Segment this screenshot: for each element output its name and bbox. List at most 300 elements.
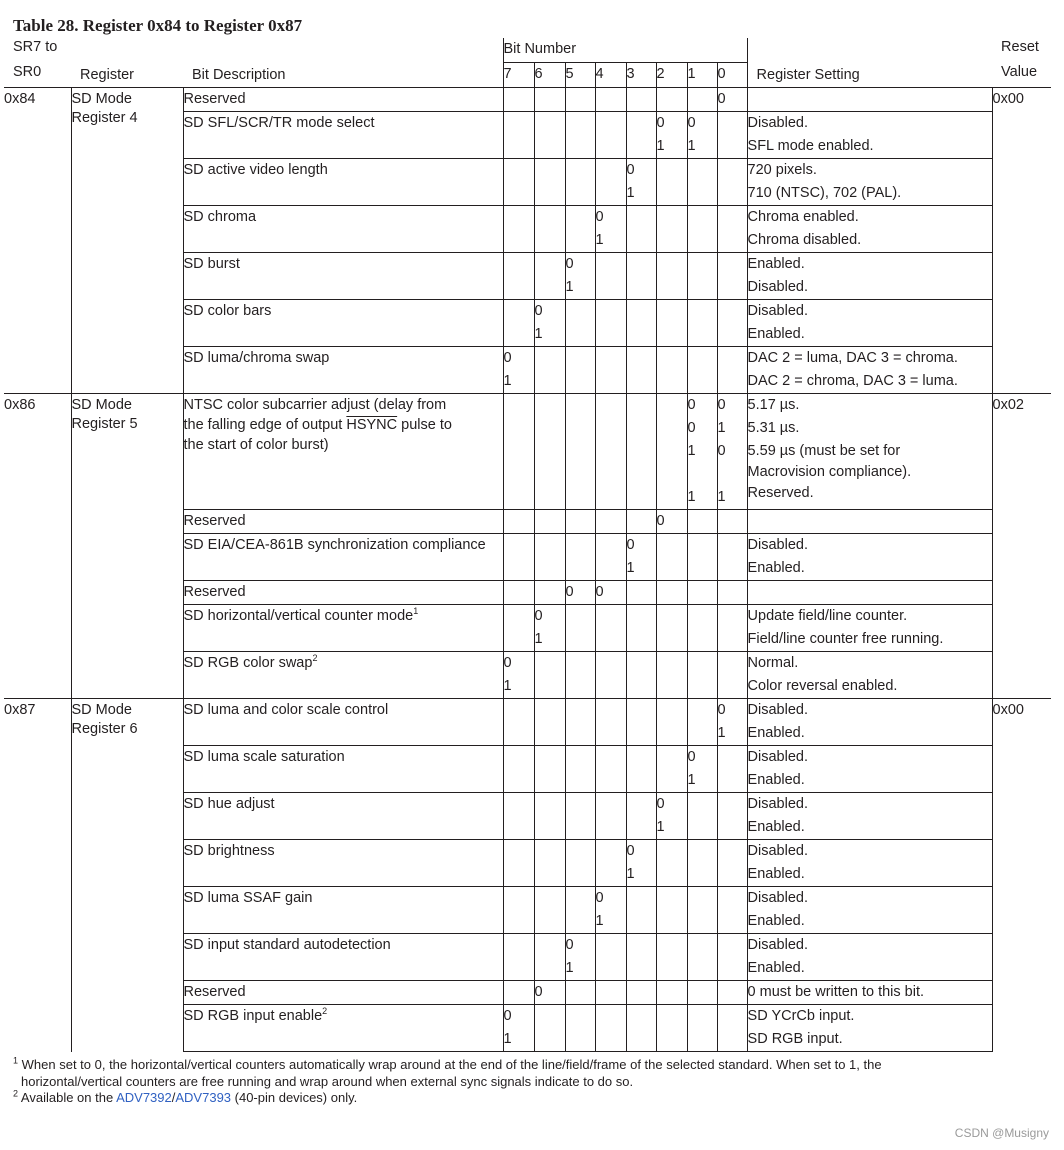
bit-value: 0 [534,608,543,624]
bit-value: 0 [565,584,574,600]
bit-4-cell [595,605,626,652]
bit-5-cell [565,510,595,534]
desc-text [184,793,503,814]
header-bit-1: 1 [687,62,717,87]
bit-4-cell [595,1005,626,1052]
setting-line: Enabled. [747,960,805,976]
bit-0-cell [717,746,747,793]
bit-0-cell [717,534,747,581]
setting-line: Disabled. [747,303,808,319]
bit-value: 1 [565,960,574,976]
reset-value: 0x02 [992,394,1051,699]
bit-2-cell [656,581,687,605]
bit-value: 0 [717,91,726,107]
bit-1-cell [687,793,717,840]
header-bit-4: 4 [595,62,626,87]
desc-text [184,112,503,133]
bit-6-cell [534,88,565,112]
bit-7-cell [503,652,534,699]
bit-value: 0 [717,397,726,413]
register-setting [747,112,992,159]
bit-6-cell [534,981,565,1005]
bit-3-cell [626,605,656,652]
bit-3-cell [626,88,656,112]
header-bit-description: Bit Description [183,38,503,88]
bit-description [183,300,503,347]
bit-0-cell [717,652,747,699]
header-bit-6: 6 [534,62,565,87]
bit-5-cell [565,253,595,300]
bit-5-cell [565,793,595,840]
bit-0-cell [717,159,747,206]
bit-0-cell [717,581,747,605]
bit-value: 0 [687,115,696,131]
bit-1-cell [687,88,717,112]
bit-0-cell [717,981,747,1005]
bit-description [183,605,503,652]
desc-label: SD RGB input enable [183,1008,323,1024]
bit-7-cell [503,510,534,534]
bit-value: 0 [503,350,512,366]
bit-4-cell [595,699,626,746]
desc-text [184,88,503,109]
desc-label: SD hue adjust [183,796,275,812]
register-setting [747,746,992,793]
bit-value: 0 [687,420,696,436]
header-bit-0: 0 [717,62,747,87]
bit-2-cell [656,206,687,253]
table-row [4,394,1051,510]
bit-value: 0 [626,162,635,178]
register-setting [747,581,992,605]
register-setting [747,300,992,347]
bit-5-cell [565,88,595,112]
bit-6-cell [534,652,565,699]
table-row [4,88,1051,112]
reset-value: 0x00 [992,88,1051,394]
setting-line: Enabled. [747,256,805,272]
bit-1-cell [687,581,717,605]
bit-3-cell [626,159,656,206]
bit-7-cell [503,840,534,887]
bit-value: 1 [534,631,543,647]
bit-spacer [688,463,717,486]
bit-2-cell [656,253,687,300]
bit-description [183,887,503,934]
footnotes [13,1057,1053,1107]
bit-0-cell [717,793,747,840]
register-address: 0x84 [4,88,71,394]
bit-2-cell [656,605,687,652]
bit-5-cell [565,605,595,652]
bit-1-cell [687,510,717,534]
bit-2-cell [656,534,687,581]
bit-4-cell [595,510,626,534]
bit-2-cell [656,934,687,981]
setting-line: Enabled. [747,866,805,882]
setting-line: Disabled. [747,937,808,953]
register-setting [747,1005,992,1052]
bit-1-cell [687,534,717,581]
bit-value: 1 [626,560,635,576]
bit-6-cell [534,887,565,934]
bit-1-cell [687,652,717,699]
bit-value: 1 [687,443,696,459]
bit-7-cell [503,253,534,300]
bit-4-cell [595,981,626,1005]
setting-line: Disabled. [747,796,808,812]
desc-text [184,581,503,602]
bit-0-cell [717,1005,747,1052]
bit-0-cell [717,840,747,887]
bit-1-cell [687,981,717,1005]
desc-label: SD color bars [183,303,272,319]
bit-2-cell [656,887,687,934]
register-setting [747,934,992,981]
register-setting [747,887,992,934]
bit-1-cell [687,347,717,394]
bit-6-cell [534,699,565,746]
bit-value: 1 [626,866,635,882]
bit-value: 1 [717,420,726,436]
setting-line: Color reversal enabled. [747,678,898,694]
bit-1-cell [687,840,717,887]
setting-line: Field/line counter free running. [747,631,944,647]
bit-5-cell [565,887,595,934]
bit-0-cell [717,510,747,534]
bit-4-cell [595,746,626,793]
bit-value: 1 [503,373,512,389]
setting-line: Enabled. [747,725,805,741]
bit-0-cell [717,347,747,394]
bit-6-cell [534,793,565,840]
bit-7-cell [503,300,534,347]
desc-label: Reserved [183,513,246,529]
footnote-ref: 1 [413,606,419,617]
setting-line: Enabled. [747,913,805,929]
desc-text [184,1005,503,1026]
setting-line: Disabled. [747,843,808,859]
bit-3-cell [626,206,656,253]
bit-7-cell [503,581,534,605]
register-address: 0x86 [4,394,71,699]
bit-1-cell [687,605,717,652]
bit-6-cell [534,159,565,206]
bit-description [183,699,503,746]
bit-2-cell [656,510,687,534]
bit-2-cell [656,793,687,840]
register-setting [747,793,992,840]
bit-2-cell [656,394,687,510]
header-bit-number: Bit Number [503,38,747,62]
bit-4-cell [595,934,626,981]
footnote-1-cont: horizontal/vertical counters are free running and wrap around when external sync signals indicate to do so. [21,1073,634,1089]
bit-4-cell [595,206,626,253]
bit-description [183,746,503,793]
register-setting [747,510,992,534]
bit-7-cell [503,793,534,840]
bit-3-cell [626,746,656,793]
register-setting [747,394,992,510]
bit-6-cell [534,1005,565,1052]
bit-2-cell [656,159,687,206]
bit-3-cell [626,347,656,394]
setting-line: SD RGB input. [747,1031,843,1047]
desc-text [184,887,503,908]
desc-label: Reserved [183,584,246,600]
bit-7-cell [503,746,534,793]
bit-3-cell [626,887,656,934]
bit-6-cell [534,746,565,793]
register-name: SD Mode Register 6 [71,699,183,1052]
bit-5-cell [565,981,595,1005]
bit-5-cell [565,581,595,605]
setting-line: Disabled. [747,702,808,718]
bit-0-cell [717,88,747,112]
bit-value: 0 [595,890,604,906]
desc-text [184,652,503,673]
bit-1-cell [687,746,717,793]
table-header [4,38,1051,88]
bit-value: 1 [595,913,604,929]
bit-7-cell [503,159,534,206]
register-setting [747,253,992,300]
adv7392-link[interactable]: ADV7392 [116,1090,172,1105]
bit-3-cell [626,253,656,300]
setting-line: Disabled. [747,749,808,765]
bit-value: 0 [503,1008,512,1024]
setting-line: 710 (NTSC), 702 (PAL). [747,185,902,201]
bit-1-cell [687,699,717,746]
bit-value: 0 [687,397,696,413]
bit-3-cell [626,793,656,840]
bit-5-cell [565,840,595,887]
setting-line: 5.59 µs (must be set for [747,443,901,459]
setting-line: Chroma enabled. [747,209,859,225]
desc-line: NTSC color subcarrier adjust (delay from [183,397,447,413]
bit-value: 1 [717,725,726,741]
bit-0-cell [717,394,747,510]
adv7393-link[interactable]: ADV7393 [175,1090,232,1105]
bit-5-cell [565,699,595,746]
bit-2-cell [656,88,687,112]
bit-6-cell [534,112,565,159]
bit-description [183,840,503,887]
setting-line: DAC 2 = luma, DAC 3 = chroma. [747,350,958,366]
bit-value: 0 [565,256,574,272]
header-register: Register [71,38,183,88]
bit-description [183,793,503,840]
desc-fragment: the falling edge of output [183,417,347,433]
desc-text [184,300,503,321]
setting-line: Disabled. [747,890,808,906]
desc-label: SD horizontal/vertical counter mode [183,608,414,624]
bit-0-cell [717,112,747,159]
bit-value: 1 [656,138,665,154]
bit-value: 1 [503,1031,512,1047]
desc-text [184,605,503,626]
bit-2-cell [656,300,687,347]
bit-value: 1 [687,772,696,788]
bit-4-cell [595,347,626,394]
bit-2-cell [656,840,687,887]
setting-line: Update field/line counter. [747,608,908,624]
bit-5-cell [565,934,595,981]
register-setting [747,699,992,746]
bit-1-cell [687,300,717,347]
bit-7-cell [503,112,534,159]
bit-3-cell [626,981,656,1005]
bit-7-cell [503,605,534,652]
bit-2-cell [656,652,687,699]
bit-2-cell [656,1005,687,1052]
header-reset-value: Reset Value [992,38,1051,88]
setting-line [748,88,992,111]
bit-description [183,981,503,1005]
register-setting [747,652,992,699]
bit-value: 0 [534,303,543,319]
desc-label: SD brightness [183,843,275,859]
header-register-setting: Register Setting [747,38,992,88]
bit-description [183,534,503,581]
setting-line: 5.31 µs. [747,420,800,436]
bit-3-cell [626,510,656,534]
ntsc-description [184,394,503,455]
desc-text [184,840,503,861]
footnote-ref: 2 [312,653,318,664]
desc-label: SD chroma [183,209,257,225]
desc-text [184,699,503,720]
setting-line: Disabled. [747,537,808,553]
bit-4-cell [595,300,626,347]
bit-6-cell [534,347,565,394]
bit-6-cell [534,534,565,581]
bit-value: 1 [626,185,635,201]
setting-line: SFL mode enabled. [747,138,874,154]
bit-value: 0 [717,702,726,718]
bit-2-cell [656,347,687,394]
desc-text [184,206,503,227]
bit-value: 0 [595,584,604,600]
bit-6-cell [534,253,565,300]
footnote-ref: 2 [322,1006,328,1017]
desc-label: SD luma SSAF gain [183,890,313,906]
desc-text [184,347,503,368]
bit-1-cell [687,112,717,159]
bit-3-cell [626,840,656,887]
setting-line: SD YCrCb input. [747,1008,855,1024]
bit-0-cell [717,699,747,746]
bit-4-cell [595,159,626,206]
setting-line: Enabled. [747,819,805,835]
bit-description [183,394,503,510]
bit-5-cell [565,347,595,394]
bit-5-cell [565,746,595,793]
register-setting [747,347,992,394]
register-address: 0x87 [4,699,71,1052]
bit-7-cell [503,981,534,1005]
bit-3-cell [626,699,656,746]
bit-7-cell [503,88,534,112]
bit-value: 0 [626,537,635,553]
register-setting [747,840,992,887]
bit-6-cell [534,394,565,510]
setting-line: Chroma disabled. [747,232,862,248]
bit-3-cell [626,652,656,699]
setting-line: Enabled. [747,560,805,576]
footnote-1: $^1$ When set to 0, the horizontal/vertical counters automatically wrap around at the end of the line/field/frame of the selected standard. When set to 1, the [13,1055,882,1072]
bit-value: 1 [503,678,512,694]
bit-5-cell [565,300,595,347]
register-setting [747,206,992,253]
bit-2-cell [656,981,687,1005]
bit-4-cell [595,887,626,934]
bit-3-cell [626,534,656,581]
header-bit-5: 5 [565,62,595,87]
reset-value: 0x00 [992,699,1051,1052]
bit-5-cell [565,652,595,699]
bit-6-cell [534,510,565,534]
bit-value: 0 [687,749,696,765]
bit-value: 1 [565,279,574,295]
header-bit-7: 7 [503,62,534,87]
bit-5-cell [565,394,595,510]
setting-line: Macrovision compliance). [747,464,912,480]
bit-2-cell [656,112,687,159]
bit-1-cell [687,253,717,300]
register-table [4,38,1051,1052]
register-setting [747,88,992,112]
bit-value: 1 [687,489,696,505]
bit-3-cell [626,394,656,510]
setting-line: Disabled. [747,279,808,295]
desc-text [184,534,503,555]
bit-1-cell [687,394,717,510]
setting-line: 5.17 µs. [747,397,800,413]
bit-value: 0 [595,209,604,225]
bit-value: 1 [656,819,665,835]
bit-1-cell [687,159,717,206]
bit-3-cell [626,1005,656,1052]
register-name: SD Mode Register 5 [71,394,183,699]
bit-4-cell [595,534,626,581]
hsync-overbar: HSYNC [346,417,398,433]
bit-value: 1 [717,489,726,505]
setting-line [748,510,992,533]
setting-line: DAC 2 = chroma, DAC 3 = luma. [747,373,958,389]
bit-value: 1 [687,138,696,154]
bit-7-cell [503,206,534,253]
bit-7-cell [503,394,534,510]
bit-description [183,1005,503,1052]
desc-label: SD EIA/CEA-861B synchronization compliance [183,537,486,553]
bit-5-cell [565,112,595,159]
desc-label: SD RGB color swap [183,655,313,671]
desc-label: SD SFL/SCR/TR mode select [183,115,375,131]
bit-5-cell [565,534,595,581]
bit-3-cell [626,112,656,159]
setting-line: Enabled. [747,772,805,788]
desc-label: Reserved [183,91,246,107]
setting-line: Normal. [747,655,799,671]
bit-7-cell [503,934,534,981]
bit-description [183,159,503,206]
bit-3-cell [626,300,656,347]
bit-value: 0 [565,937,574,953]
bit-7-cell [503,699,534,746]
bit-value: 0 [503,655,512,671]
bit-4-cell [595,652,626,699]
